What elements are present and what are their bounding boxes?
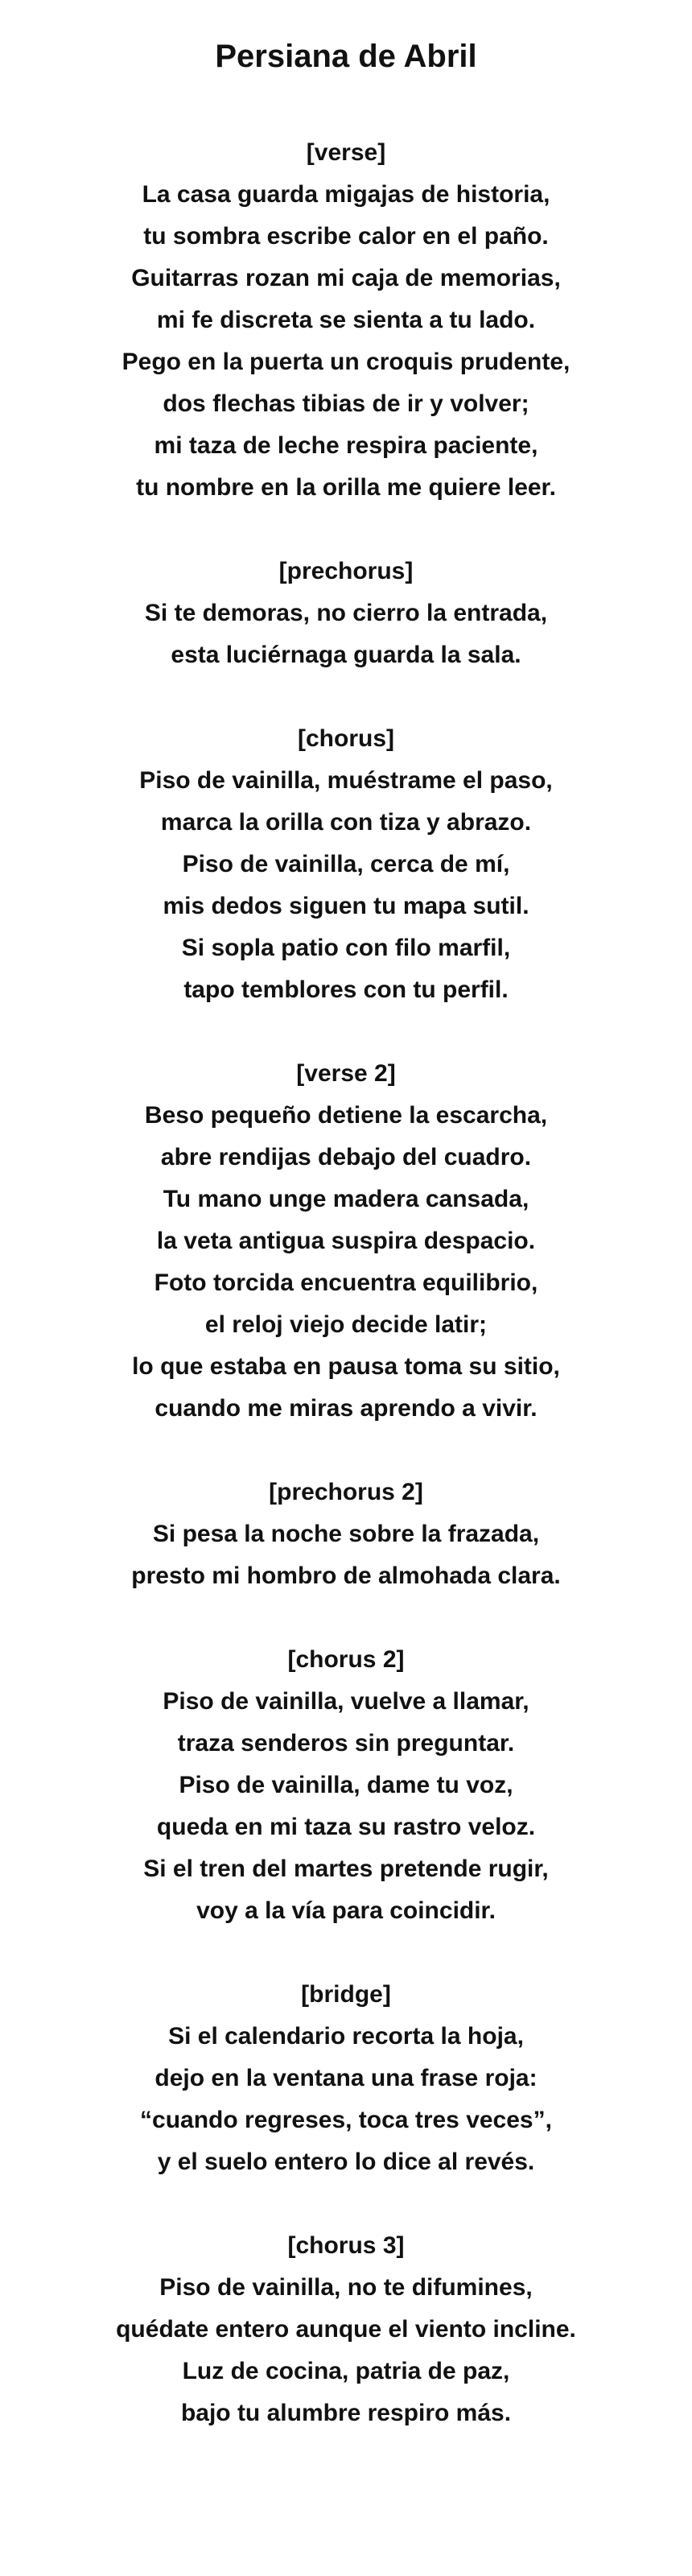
lyric-line: Si pesa la noche sobre la frazada,	[152, 1521, 540, 1547]
lyric-line: lo que estaba en pausa toma su sitio,	[132, 1353, 560, 1380]
lyric-line: Si sopla patio con filo marfil,	[181, 935, 511, 961]
lyrics-section	[0, 1974, 692, 2183]
lyric-line: y el suelo entero lo dice al revés.	[157, 2149, 535, 2175]
lyrics-section	[0, 2225, 692, 2434]
lyrics-section	[0, 1472, 692, 1597]
lyrics-section	[0, 132, 692, 509]
lyrics-section	[0, 718, 692, 1011]
lyric-line: la veta antigua suspira despacio.	[156, 1228, 536, 1254]
lyric-line: esta luciérnaga guarda la sala.	[171, 642, 521, 668]
section-tag: [chorus]	[298, 725, 394, 752]
lyric-line: Foto torcida encuentra equilibrio,	[154, 1269, 538, 1296]
lyric-line: mi taza de leche respira paciente,	[154, 432, 538, 459]
lyric-line: marca la orilla con tiza y abrazo.	[160, 809, 532, 836]
section-tag: [bridge]	[301, 1981, 391, 2008]
lyric-line: Luz de cocina, patria de paz,	[182, 2358, 510, 2384]
lyric-line: tapo temblores con tu perfil.	[183, 976, 509, 1003]
lyric-line: Piso de vainilla, muéstrame el paso,	[139, 767, 553, 794]
lyric-line: Piso de vainilla, no te difumines,	[159, 2274, 533, 2301]
lyric-line: dejo en la ventana una frase roja:	[154, 2065, 538, 2091]
lyric-line: dos flechas tibias de ir y volver;	[163, 390, 529, 417]
lyric-line: mi fe discreta se sienta a tu lado.	[156, 307, 536, 333]
lyric-line: Tu mano unge madera cansada,	[163, 1186, 529, 1212]
lyric-line: quédate entero aunque el viento incline.	[116, 2316, 576, 2343]
section-tag: [prechorus 2]	[269, 1479, 423, 1505]
lyric-line: mis dedos siguen tu mapa sutil.	[163, 893, 529, 919]
lyric-line: Piso de vainilla, cerca de mí,	[182, 851, 510, 877]
section-tag: [chorus 3]	[287, 2232, 405, 2259]
lyric-line: Piso de vainilla, dame tu voz,	[179, 1772, 513, 1798]
lyric-line: traza senderos sin preguntar.	[177, 1730, 515, 1757]
lyric-line: Si el tren del martes pretende rugir,	[143, 1856, 549, 1882]
lyric-line: el reloj viejo decide latir;	[204, 1311, 488, 1338]
lyric-line: voy a la vía para coincidir.	[196, 1897, 496, 1924]
lyrics-body	[0, 132, 692, 2434]
lyric-line: cuando me miras aprendo a vivir.	[154, 1395, 538, 1422]
lyric-line: presto mi hombro de almohada clara.	[131, 1563, 561, 1589]
lyric-line: Si te demoras, no cierro la entrada,	[144, 600, 548, 626]
lyric-line: bajo tu alumbre respiro más.	[180, 2400, 512, 2426]
lyrics-section	[0, 1053, 692, 1430]
section-tag: [prechorus]	[278, 558, 414, 584]
lyrics-section	[0, 1639, 692, 1932]
section-tag: [verse 2]	[296, 1060, 396, 1087]
section-tag: [verse]	[306, 139, 386, 166]
lyric-line: Piso de vainilla, vuelve a llamar,	[163, 1688, 529, 1715]
song-title: Persiana de Abril	[215, 39, 477, 74]
lyric-line: tu sombra escribe calor en el paño.	[143, 223, 549, 250]
lyric-line: “cuando regreses, toca tres veces”,	[140, 2107, 552, 2133]
lyric-line: queda en mi taza su rastro veloz.	[156, 1814, 536, 1840]
section-tag: [chorus 2]	[287, 1646, 405, 1673]
lyric-line: abre rendijas debajo del cuadro.	[160, 1144, 532, 1170]
lyric-line: Pego en la puerta un croquis prudente,	[122, 349, 570, 375]
lyrics-section	[0, 551, 692, 676]
lyric-line: tu nombre en la orilla me quiere leer.	[136, 474, 556, 501]
lyric-line: Guitarras rozan mi caja de memorias,	[131, 265, 561, 291]
lyric-line: Beso pequeño detiene la escarcha,	[144, 1102, 548, 1129]
lyric-line: Si el calendario recorta la hoja,	[168, 2023, 524, 2050]
lyric-line: La casa guarda migajas de historia,	[142, 181, 550, 208]
